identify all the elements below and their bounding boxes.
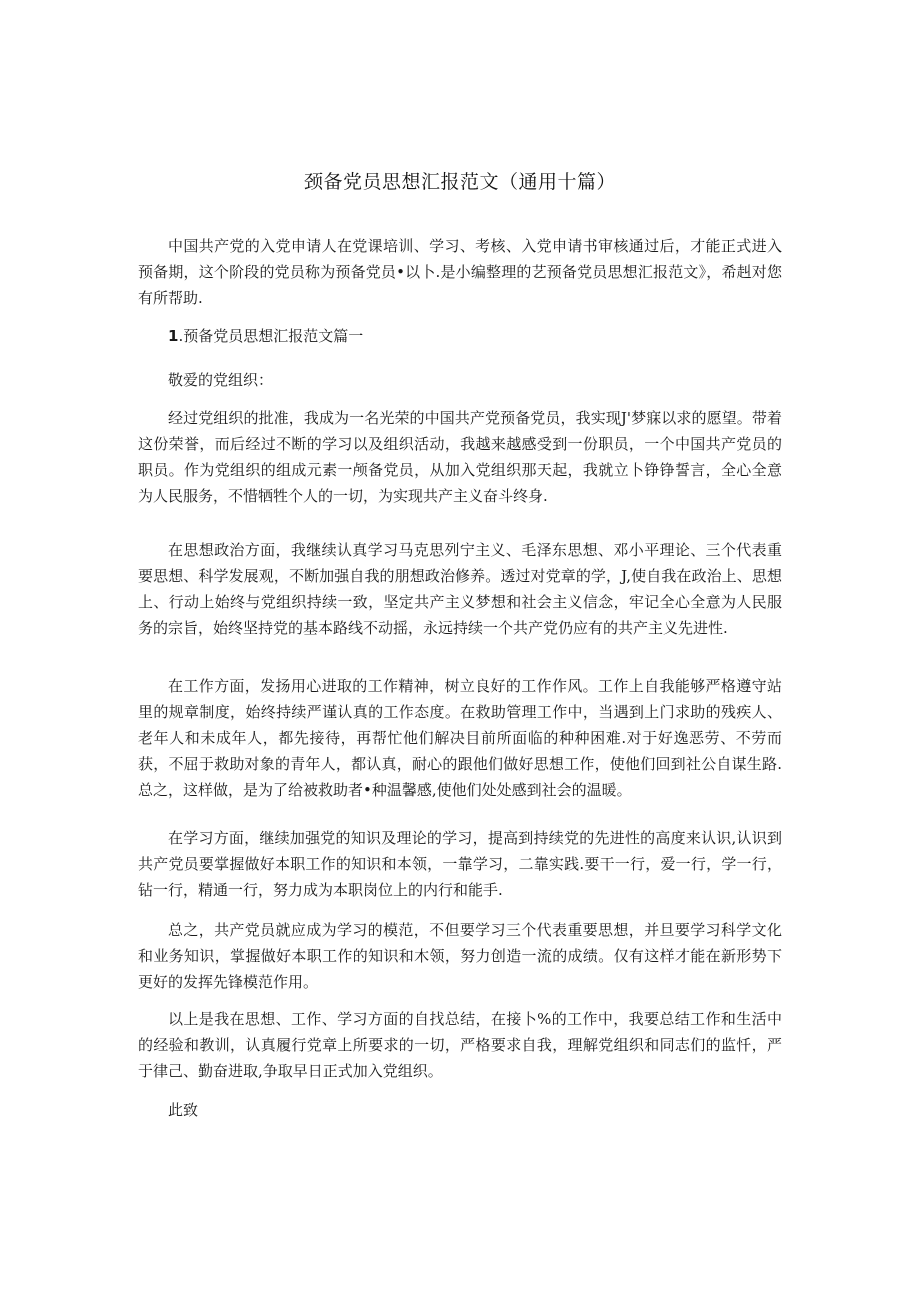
closing-text: 此致 <box>168 1101 199 1119</box>
section-title: .预备党员思想汇报范文篇一 <box>178 327 364 345</box>
page-title: 颈备党员思想汇报范文（通用十篇） <box>303 171 616 193</box>
body-paragraph-3: 在工作方面，发扬用心进取的工作精神，树立良好的工作作风。工作上自我能够严格遵守站里的规章制度，始终持续严谨认真的工作态度。在救助管理工作中，当遇到上门求助的残疾人、老年人和未成年人，都先接待，再帮忙他们解决目前所面临的种种困难.对于好逸恶劳、不劳而获，不屈于救助对象的青年人，都认真，耐心的跟他们做好思想工作，使他们回到社公自谋生路.总之，这样做，是为了给被救助者•种温馨感,使他们处处感到社会的温暖。 <box>138 677 782 799</box>
body-paragraph-2: 在思想政治方面，我继续认真学习马克思列宁主义、毛泽东思想、邓小平理论、三个代表重要思想、科学发展观，不断加强自我的朋想政治修养。透过对党章的学，J,使自我在政治上、思想上、行动上始终与党组织持续一致，坚定共产主义梦想和社会主义信念，牢记全心全意为人民服务的宗旨，始终坚持党的基本路线不动摇，永远持续一个共产党仍应有的共产主义先进性. <box>138 541 782 637</box>
body-paragraph-4: 在学习方面，继续加强党的知识及理论的学习，提高到持续党的先进性的高度来认识,认识到共产党员要掌握做好本职工作的知识和本领，一靠学习，二靠实践.要干一行，爱一行，学一行，钻一行，精通一行，努力成为本职岗位上的内行和能手. <box>138 829 782 899</box>
section-number: 1 <box>168 327 179 345</box>
body-paragraph-1: 经过党组织的批准，我成为一名光荣的中国共产党预备党员，我实现J'梦寐以求的愿望。带着这份荣誉，而后经过不断的学习以及组织活动，我越来越感受到一份职员，一个中国共产党员的职员。作为党组织的组成元素一颅备党员，从加入党组织那天起，我就立卜铮铮誓言，全心全意为人民服务，不惜牺牲个人的一切，为实现共产主义奋斗终身. <box>138 409 782 505</box>
intro-paragraph: 中国共产党的入党申请人在党课培训、学习、考核、入党申请书审核通过后，才能正式进入预备期，这个阶段的党员称为预备党员•以卜.是小编整理的艺预备党员思想汇报范文》，希赳对您有所帮助. <box>138 237 782 307</box>
body-paragraph-5: 总之，共产党员就应成为学习的模范，不但要学习三个代表重要思想，并旦要学习科学文化和业务知识，掌握做好本职工作的知识和木领，努力创造一流的成绩。仅有这样才能在新形势下更好的发挥先锋模范作用。 <box>138 921 782 991</box>
body-paragraph-6: 以上是我在思想、工作、学习方面的自找总结，在接卜%的工作中，我要总结工作和生活中的经验和教训，认真履行党章上所要求的一切，严格要求自我，理解党组织和同志们的监忏，严于律己、勤奋进取,争取早日正式加入党组织。 <box>138 1010 782 1080</box>
salutation: 敬爱的党组织： <box>168 371 274 389</box>
section-heading <box>168 323 768 349</box>
